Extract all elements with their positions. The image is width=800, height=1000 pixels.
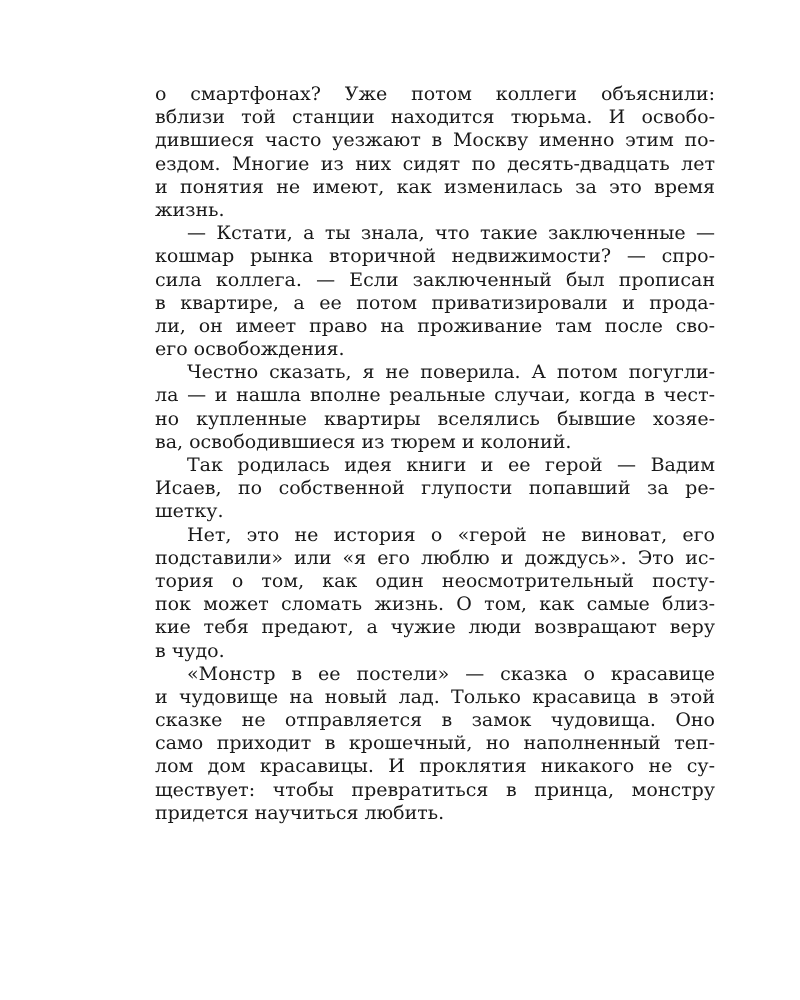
paragraph [155,454,715,524]
text-line: само приходит в крошечный, но наполненный теп- [155,732,715,755]
text-line: кие тебя предают, а чужие люди возвращают веру [155,616,715,639]
paragraph [155,83,715,222]
text-line: его освобождения. [155,338,345,361]
paragraph [155,222,715,361]
text-line: Так родилась идея книги и ее герой — Вадим [187,454,715,476]
text-line: сила коллега. — Если заключенный был прописан [155,268,715,291]
paragraph [155,524,715,663]
text-line: Нет, это не история о «герой не виноват, его [187,523,715,546]
text-line: жизнь. [155,198,225,221]
text-line: пок может сломать жизнь. О том, как самые близ- [155,593,715,616]
text-line: Исаев, по собственной глупости попавший за ре- [155,477,715,500]
paragraph [155,663,715,825]
text-line: в квартире, а ее потом приватизировали и прода- [155,291,715,314]
text-line: ли, он имеет право на проживание там после сво- [155,314,715,337]
text-line: в чудо. [155,639,225,662]
text-line: сказке не отправляется в замок чудовища. Оно [155,709,715,732]
text-line: ществует: чтобы превратиться в принца, монстру [155,778,715,801]
text-line: «Монстр в ее постели» — сказка о красавице [187,662,715,685]
text-line: Честно сказать, я не поверила. А потом погугли- [187,361,715,384]
text-line: ла — и нашла вполне реальные случаи, когда в чест- [155,384,715,407]
text-line: шетку. [155,500,224,523]
text-line: о смартфонах? Уже потом коллеги объяснили: [155,83,715,105]
text-line: тория о том, как один неосмотрительный посту- [155,569,715,592]
text-line: ва, освободившиеся из тюрем и колоний. [155,430,572,453]
text-line: подставили» или «я его люблю и дождусь». Это ис- [155,546,715,569]
text-line: вблизи той станции находится тюрьма. И освобо- [155,106,715,129]
text-line: придется научиться любить. [155,801,445,824]
text-line: — Кстати, а ты знала, что такие заключенные — [187,222,715,245]
text-line: и чудовище на новый лад. Только красавица в этой [155,685,715,708]
text-line: ездом. Многие из них сидят по десять-двадцать лет [155,152,715,175]
text-line: кошмар рынка вторичной недвижимости? — спро- [155,245,715,268]
text-line: лом дом красавицы. И проклятия никакого не су- [155,755,715,778]
text-line: и понятия не имеют, как изменилась за это время [155,175,715,198]
paragraph [155,361,715,454]
page-text [155,83,715,825]
text-line: дившиеся часто уезжают в Москву именно этим по- [155,129,715,152]
text-line: но купленные квартиры вселялись бывшие хозяе- [155,407,715,430]
